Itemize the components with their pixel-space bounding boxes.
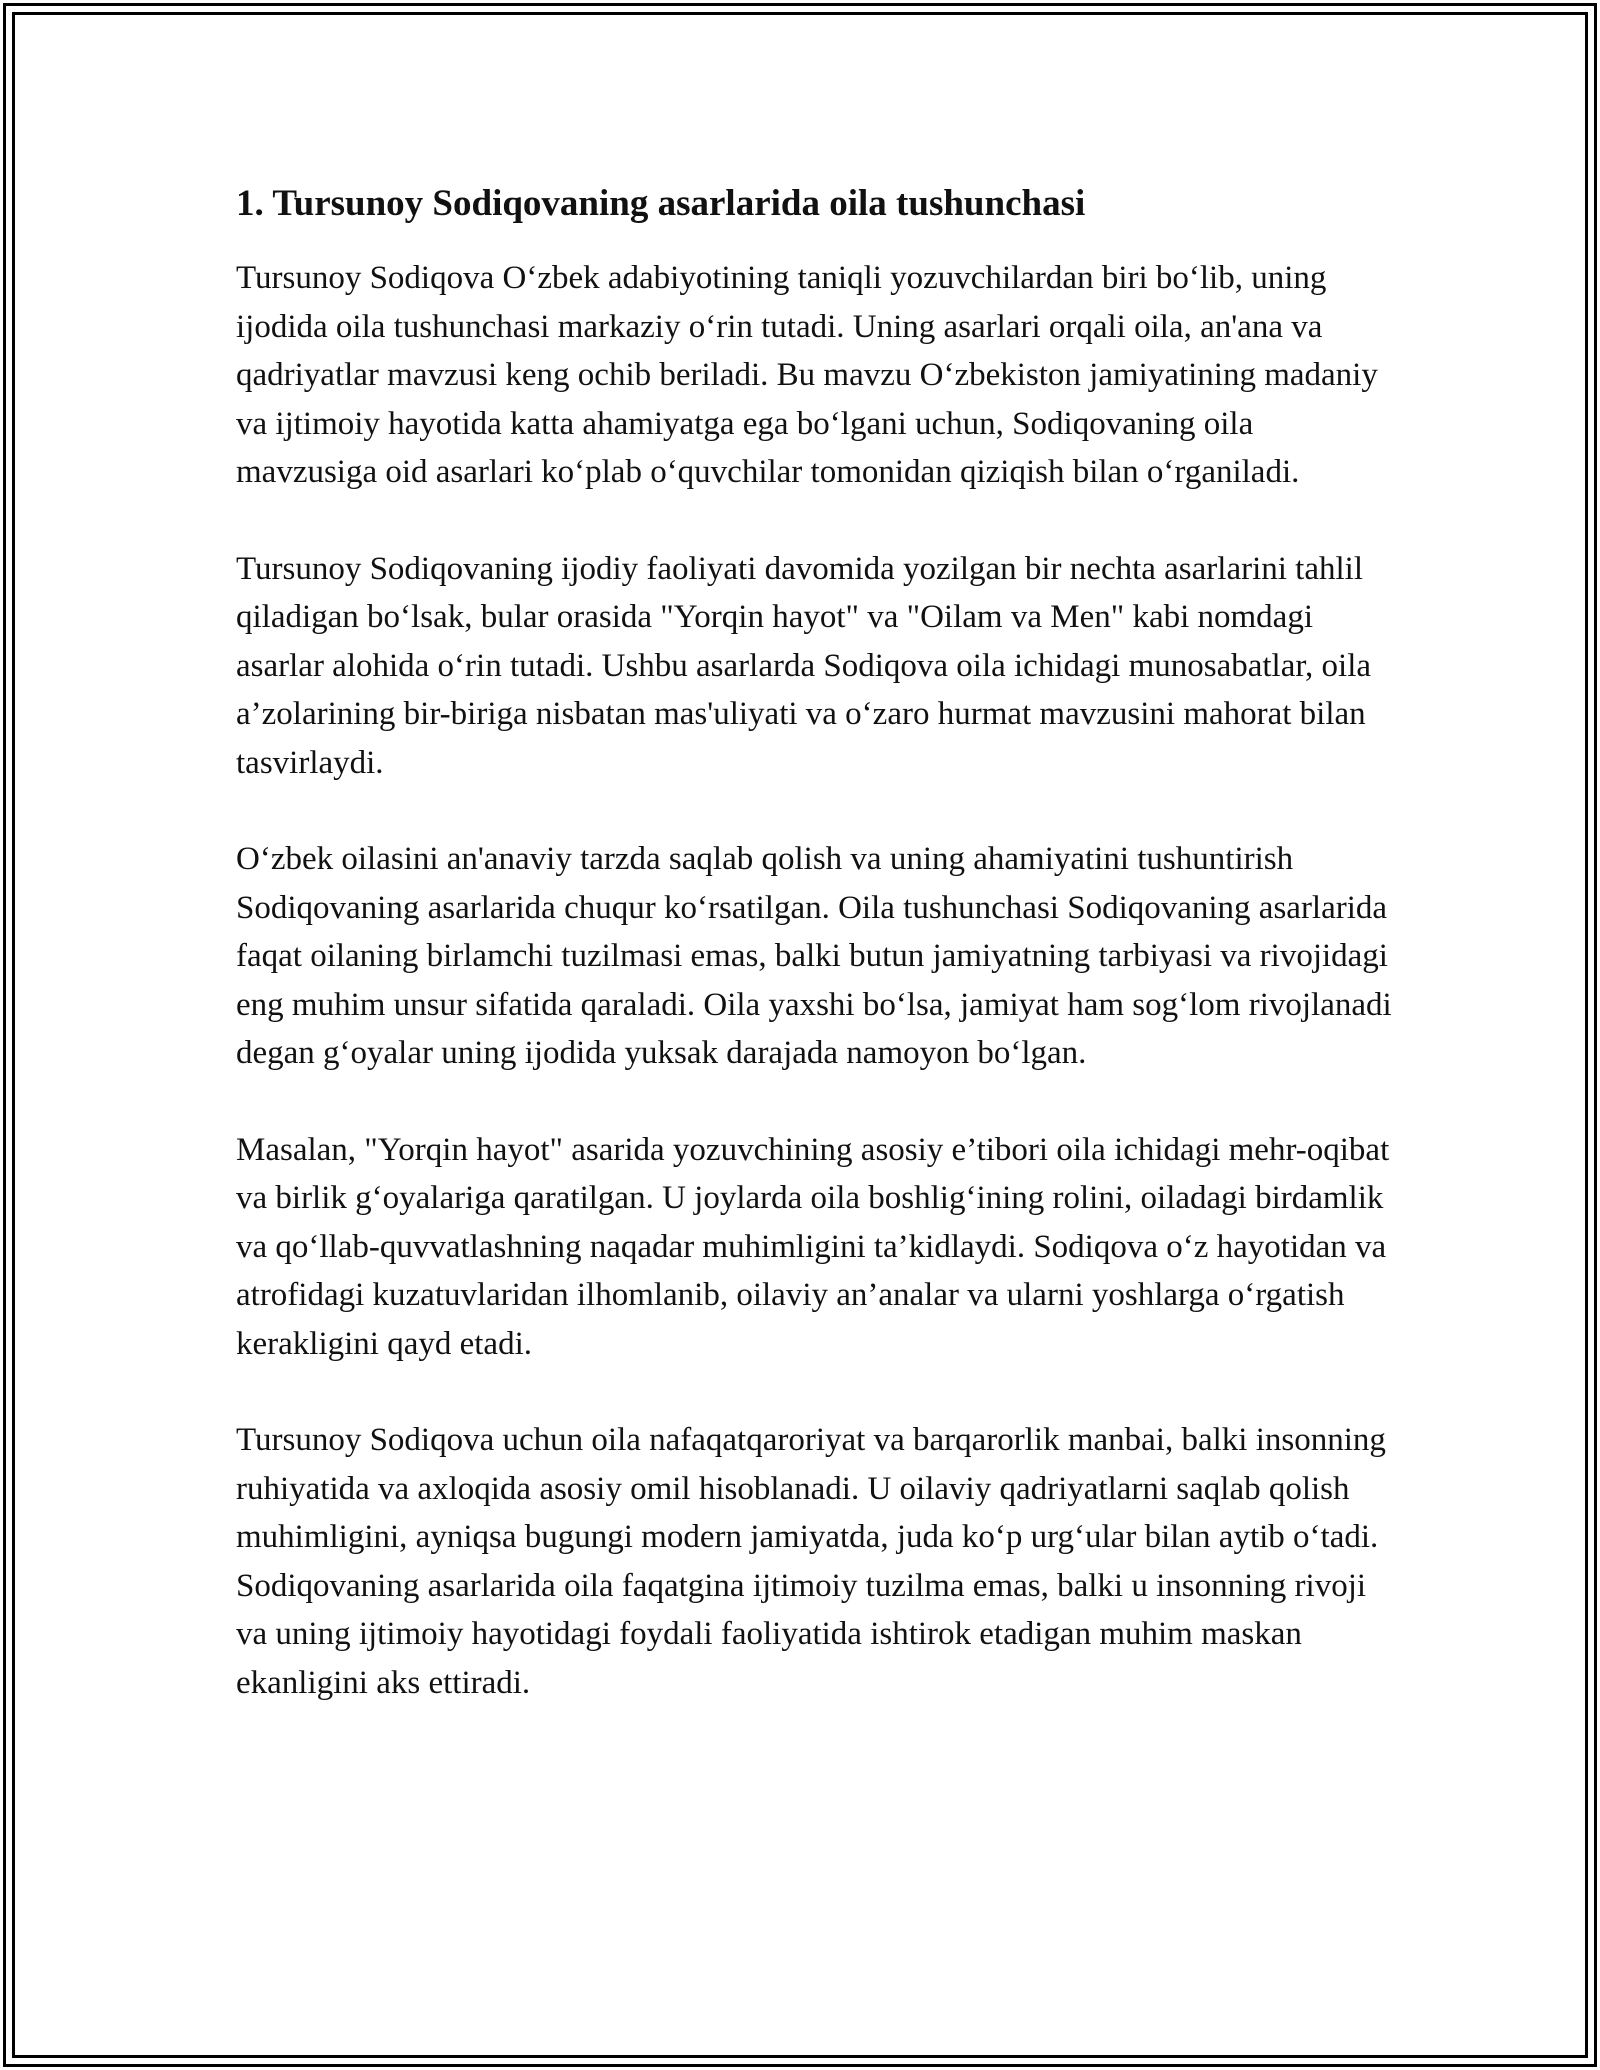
paragraph-2: Tursunoy Sodiqovaning ijodiy faoliyati davomida yozilgan bir nechta asarlarini tahlil qiladigan bo‘lsak, bular orasida "Yorqin hayot" va "Oilam va Men" kabi nomdagi asarlar alohida o‘rin tutadi. Ushbu asarlarda Sodiqova oila ichidagi munosabatlar, oila a’zolarining bir-biriga nisbatan mas'uliyati va o‘zaro hurmat mavzusini mahorat bilan tasvirlaydi. — [236, 550, 1372, 781]
paragraph-1: Tursunoy Sodiqova O‘zbek adabiyotining taniqli yozuvchilardan biri bo‘lib, uning ijodida oila tushunchasi markaziy o‘rin tutadi. Uning asarlari orqali oila, an'ana va qadriyatlar mavzusi keng ochib beriladi. Bu mavzu O‘zbekiston jamiyatining madaniy va ijtimoiy hayotida katta ahamiyatga ega bo‘lgani uchun, Sodiqovaning oila mavzusiga oid asarlari ko‘plab o‘quvchilar tomonidan qiziqish bilan o‘rganiladi. — [236, 260, 1378, 491]
section-heading: 1. Tursunoy Sodiqovaning asarlarida oila tushunchasi — [236, 183, 1086, 224]
paragraph-4: Masalan, "Yorqin hayot" asarida yozuvchining asosiy e’tibori oila ichidagi mehr-oqibat va birlik g‘oyalariga qaratilgan. U joylarda oila boshlig‘ining rolini, oiladagi birdamlik va qo‘llab-quvvatlashning naqadar muhimligini ta’kidlaydi. Sodiqova o‘z hayotidan va atrofidagi kuzatuvlaridan ilhomlanib, oilaviy an’analar va ularni yoshlarga o‘rgatish kerakligini qayd etadi. — [236, 1131, 1390, 1362]
paragraph-5: Tursunoy Sodiqova uchun oila nafaqatqaroriyat va barqarorlik manbai, balki insonning ruhiyatida va axloqida asosiy omil hisoblanadi. U oilaviy qadriyatlarni saqlab qolish muhimligini, ayniqsa bugungi modern jamiyatda, juda ko‘p urg‘ular bilan aytib o‘tadi. Sodiqovaning asarlarida oila faqatgina ijtimoiy tuzilma emas, balki u insonning rivoji va uning ijtimoiy hayotidagi foydali faoliyatida ishtirok etadigan muhim maskan ekanligini aks ettiradi. — [236, 1422, 1386, 1701]
document-body — [236, 180, 1396, 1755]
paragraph-3: O‘zbek oilasini an'anaviy tarzda saqlab qolish va uning ahamiyatini tushuntirish Sodiqovaning asarlarida chuqur ko‘rsatilgan. Oila tushunchasi Sodiqovaning asarlarida faqat oilaning birlamchi tuzilmasi emas, balki butun jamiyatning tarbiyasi va rivojidagi eng muhim unsur sifatida qaraladi. Oila yaxshi bo‘lsa, jamiyat ham sog‘lom rivojlanadi degan g‘oyalar uning ijodida yuksak darajada namoyon bo‘lgan. — [236, 841, 1392, 1072]
